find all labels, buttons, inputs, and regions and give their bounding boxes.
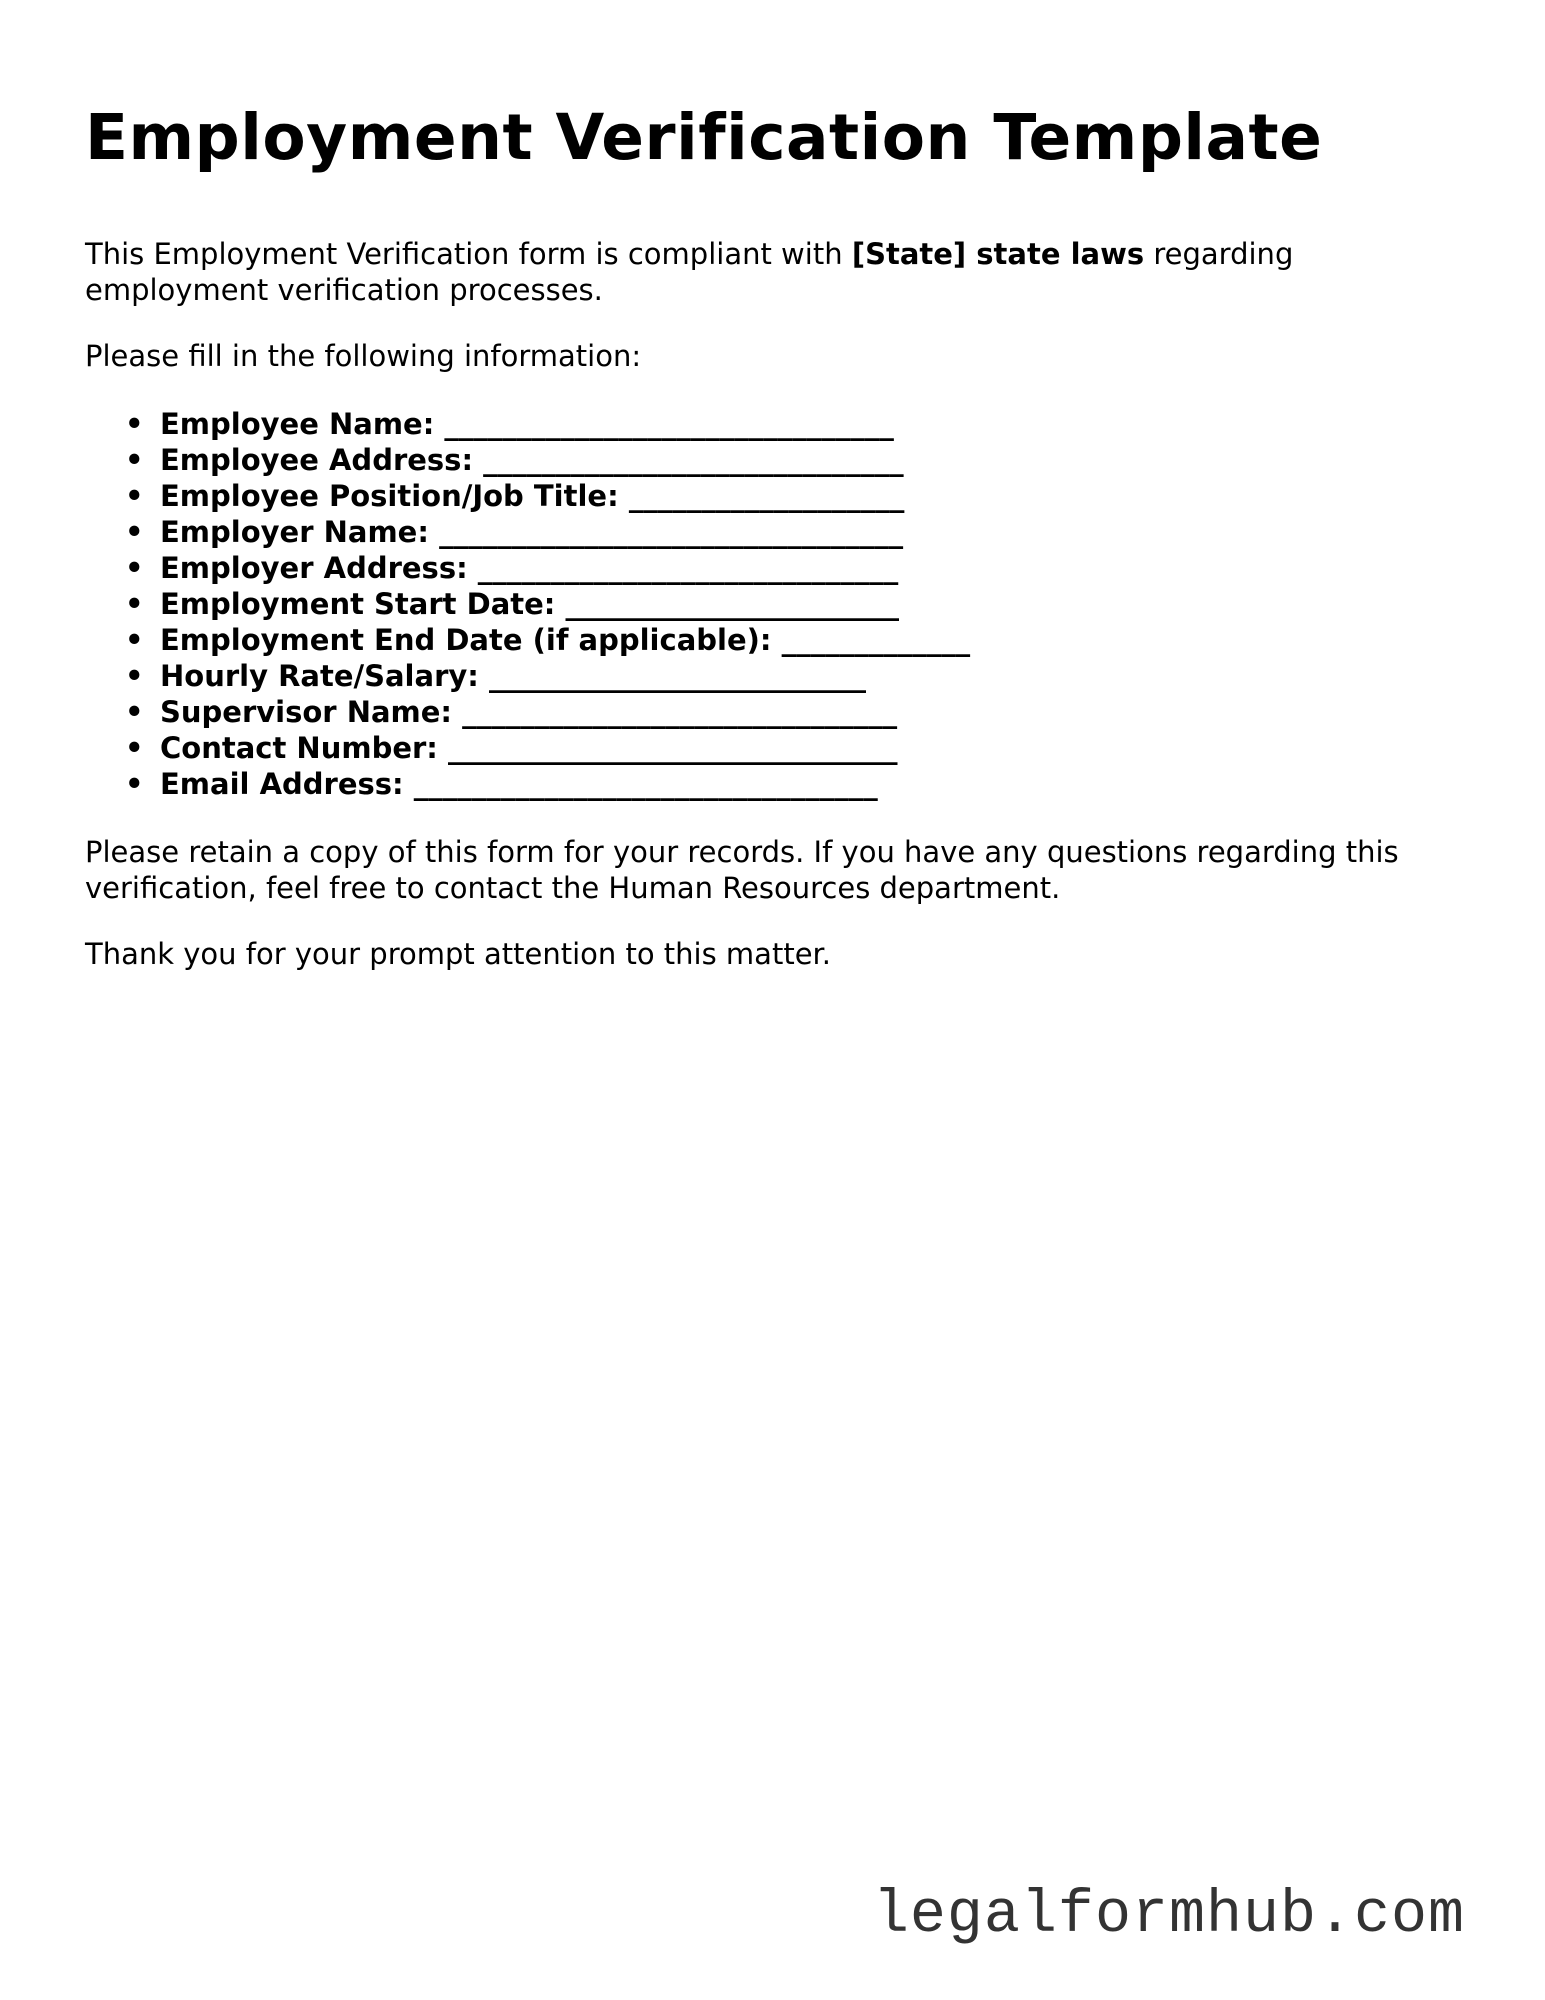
intro-text-after: regarding employment verification processes. xyxy=(85,236,1294,307)
retain-notice: Please retain a copy of this form for your records. If you have any questions regarding this verification, feel free to contact the Human Resources department. xyxy=(85,834,1399,905)
bullet-icon: • xyxy=(125,730,144,765)
field-employee-address xyxy=(125,442,1465,478)
field-label: Employer Address: xyxy=(160,550,468,585)
fill-in-blank[interactable]: _____________________________ xyxy=(483,442,904,477)
field-label: Employment Start Date: xyxy=(160,586,556,621)
field-employment-end-date xyxy=(125,622,1465,658)
field-contact-number xyxy=(125,730,1465,766)
field-label: Employment End Date (if applicable): xyxy=(160,622,772,657)
fill-in-blank[interactable]: ___________________ xyxy=(628,478,905,513)
field-email-address xyxy=(125,766,1465,802)
page-title: Employment Verification Template xyxy=(85,101,1323,174)
field-label: Supervisor Name: xyxy=(160,694,453,729)
fill-in-prompt: Please fill in the following information: xyxy=(85,338,642,373)
fill-in-blank[interactable]: ________________________________ xyxy=(413,766,878,801)
intro-text-before: This Employment Verification form is compliant with xyxy=(85,236,852,271)
fill-in-blank[interactable]: ______________________________ xyxy=(462,694,898,729)
bullet-icon: • xyxy=(125,550,144,585)
bullet-icon: • xyxy=(125,694,144,729)
field-employer-name xyxy=(125,514,1465,550)
document-page xyxy=(85,100,1465,972)
bullet-icon: • xyxy=(125,766,144,801)
field-employee-position xyxy=(125,478,1465,514)
fill-in-blank[interactable]: _______________________ xyxy=(565,586,900,621)
bullet-icon: • xyxy=(125,586,144,621)
bullet-icon: • xyxy=(125,658,144,693)
bullet-icon: • xyxy=(125,514,144,549)
fill-in-blank[interactable]: _______________________________ xyxy=(448,730,898,765)
field-supervisor-name xyxy=(125,694,1465,730)
fill-in-blank[interactable]: ________________________________ xyxy=(439,514,904,549)
field-label: Hourly Rate/Salary: xyxy=(160,658,479,693)
field-label: Employee Name: xyxy=(160,406,435,441)
fill-in-blank[interactable]: __________________________ xyxy=(488,658,866,693)
field-label: Employee Address: xyxy=(160,442,474,477)
fill-in-blank[interactable]: _______________________________ xyxy=(444,406,894,441)
field-label: Employee Position/Job Title: xyxy=(160,478,619,513)
field-list xyxy=(85,406,1465,802)
bullet-icon: • xyxy=(125,478,144,513)
fill-in-blank[interactable]: _____________________________ xyxy=(477,550,899,585)
field-label: Employer Name: xyxy=(160,514,429,549)
intro-paragraph xyxy=(85,236,1465,308)
field-hourly-rate-salary xyxy=(125,658,1465,694)
field-label: Email Address: xyxy=(160,766,404,801)
field-employer-address xyxy=(125,550,1465,586)
field-label: Contact Number: xyxy=(160,730,438,765)
bullet-icon: • xyxy=(125,442,144,477)
thank-you-note: Thank you for your prompt attention to this matter. xyxy=(85,936,832,971)
field-employment-start-date xyxy=(125,586,1465,622)
bullet-icon: • xyxy=(125,622,144,657)
field-employee-name xyxy=(125,406,1465,442)
watermark: legalformhub.com xyxy=(872,1882,1465,1950)
fill-in-blank[interactable]: _____________ xyxy=(781,622,971,657)
bullet-icon: • xyxy=(125,406,144,441)
state-laws-highlight: [State] state laws xyxy=(851,236,1145,271)
